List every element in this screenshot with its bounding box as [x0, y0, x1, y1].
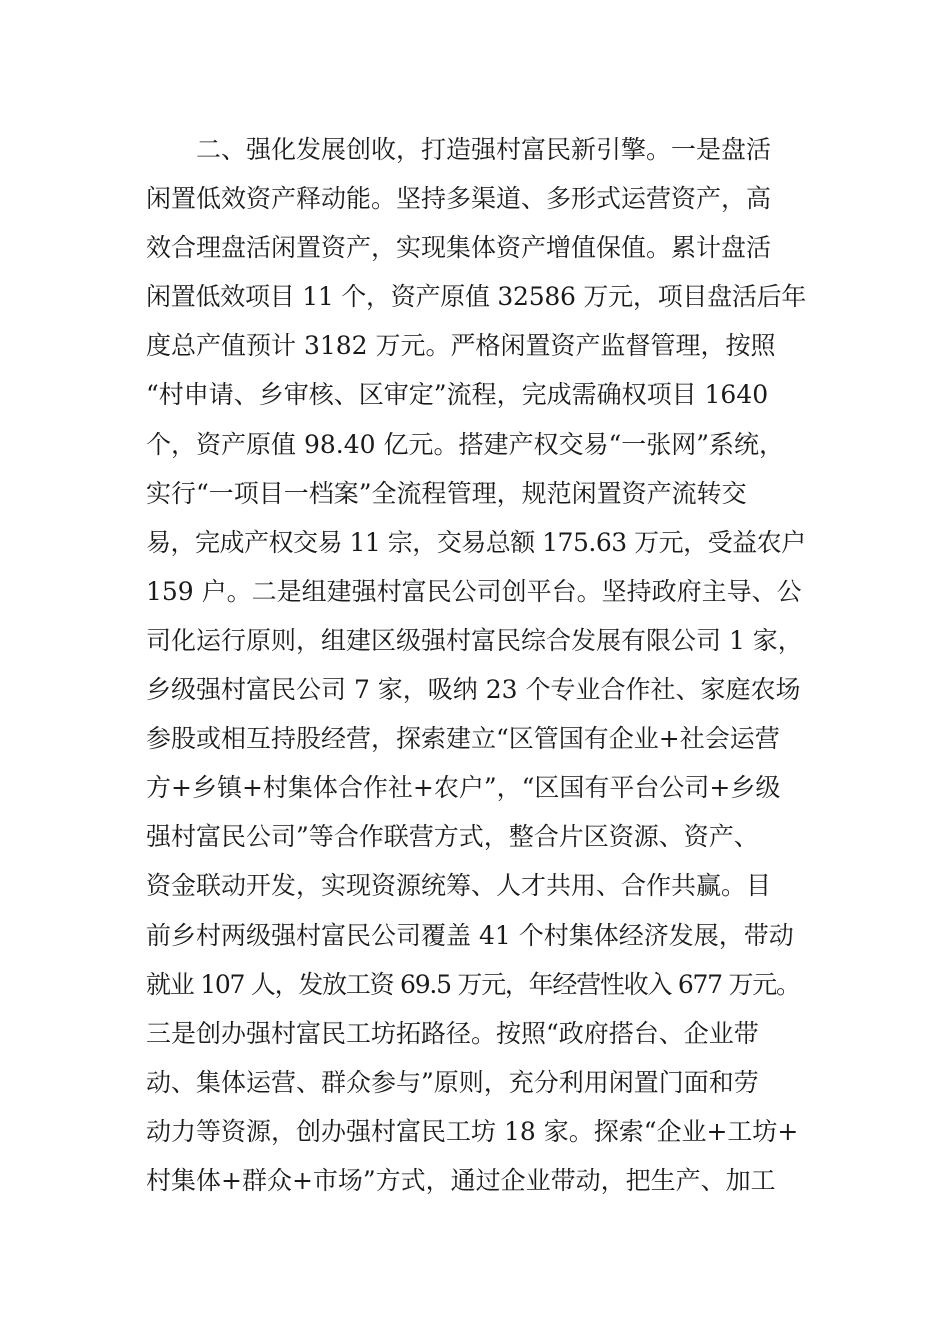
text-line: 就业 107 人，发放工资 69.5 万元，年经营性收入 677 万元。	[146, 969, 800, 999]
body-paragraph	[146, 125, 806, 1205]
text-line: “村申请、乡审核、区审定”流程，完成需确权项目 1640	[146, 380, 769, 410]
text-line: 实行“一项目一档案”全流程管理，规范闲置资产流转交	[146, 478, 747, 508]
text-line: 动、集体运营、群众参与”原则，充分利用闲置门面和劳	[146, 1067, 759, 1097]
text-line: 资金联动开发，实现资源统筹、人才共用、合作共赢。目	[146, 871, 772, 901]
text-line: 度总产值预计 3182 万元。严格闲置资产监督管理，按照	[146, 331, 776, 361]
text-line: 强村富民公司”等合作联营方式，整合片区资源、资产、	[146, 822, 759, 852]
text-line: 易，完成产权交易 11 宗，交易总额 175.63 万元，受益农户	[146, 527, 806, 557]
text-line: 方+乡镇+村集体合作社+农户”，“区国有平台公司+乡级	[146, 773, 781, 803]
text-line: 159 户。二是组建强村富民公司创平台。坚持政府主导、公	[146, 576, 802, 606]
text-line: 司化运行原则，组建区级强村富民综合发展有限公司 1 家，	[146, 625, 803, 655]
text-line: 闲置低效项目 11 个，资产原值 32586 万元，项目盘活后年	[146, 282, 807, 312]
text-line: 乡级强村富民公司 7 家，吸纳 23 个专业合作社、家庭农场	[146, 675, 801, 705]
text-line: 动力等资源，创办强村富民工坊 18 家。探索“企业+工坊+	[146, 1116, 799, 1146]
text-line: 二、强化发展创收，打造强村富民新引擎。一是盘活	[196, 135, 772, 164]
text-line: 闲置低效资产释动能。坚持多渠道、多形式运营资产，高	[146, 184, 772, 214]
text-line: 参股或相互持股经营，探索建立“区管国有企业+社会运营	[146, 724, 780, 754]
text-line: 效合理盘活闲置资产，实现集体资产增值保值。累计盘活	[146, 233, 772, 263]
text-line: 三是创办强村富民工坊拓路径。按照“政府搭台、企业带	[146, 1018, 759, 1048]
text-line: 个，资产原值 98.40 亿元。搭建产权交易“一张网”系统，	[146, 429, 785, 459]
text-line: 村集体+群众+市场”方式，通过企业带动，把生产、加工	[146, 1165, 776, 1195]
text-line: 前乡村两级强村富民公司覆盖 41 个村集体经济发展，带动	[146, 920, 794, 950]
